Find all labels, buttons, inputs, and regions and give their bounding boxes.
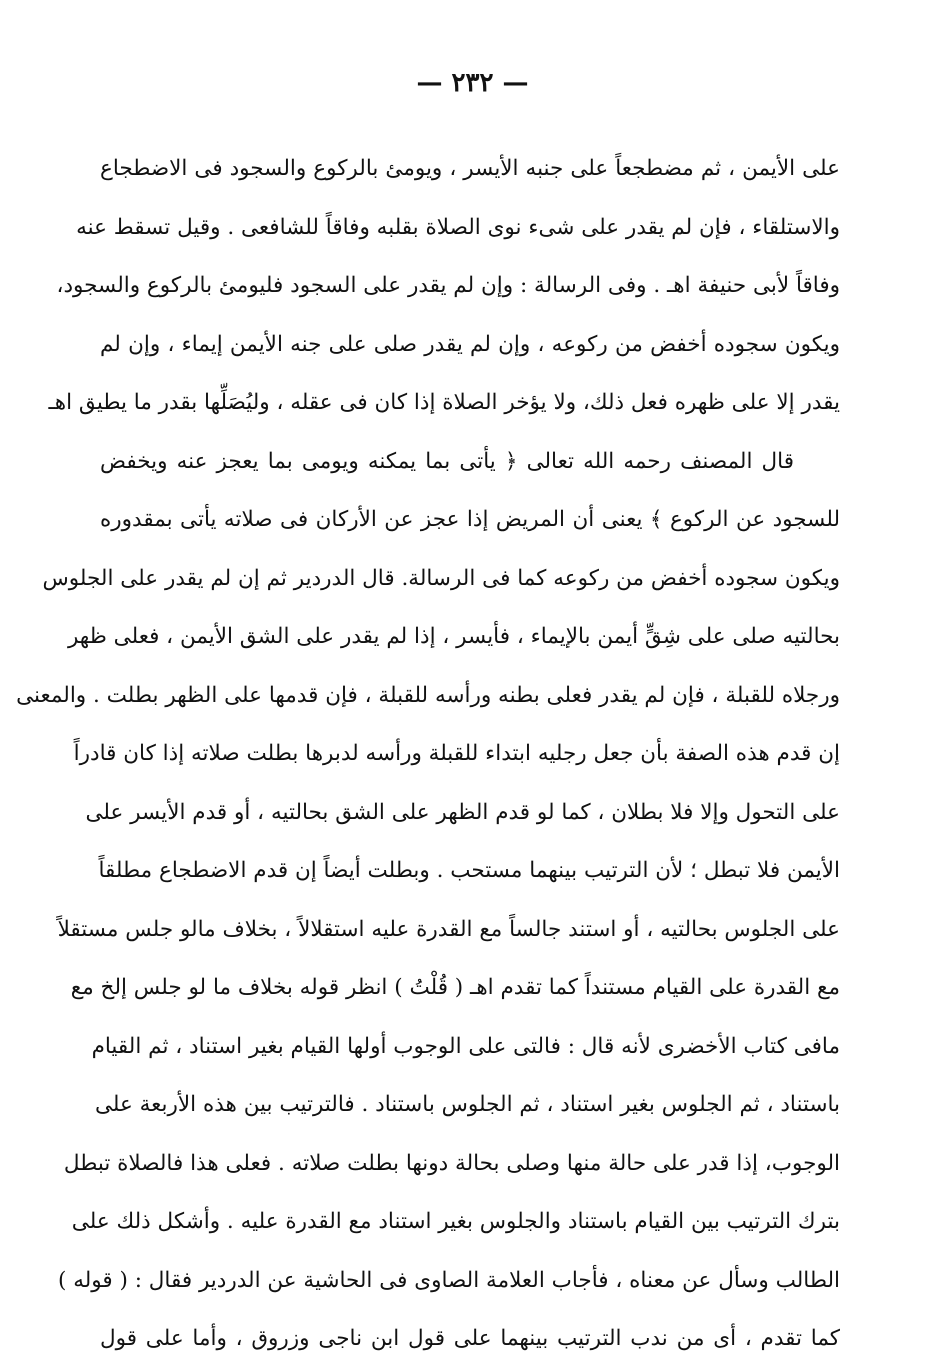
text-line: الأيمن فلا تبطل ؛ لأن الترتيب بينهما مستحب . وبطلت أيضاً إن قدم الاضطجاع مطلقاً — [98, 858, 840, 883]
text-line: على الجلوس بحالتيه ، أو استند جالساً مع القدرة عليه استقلالاً ، بخلاف مالو جلس مستقلاً — [57, 916, 840, 942]
text-line: للسجود عن الركوع ﴾ يعنى أن المريض إذا عجز عن الأركان فى صلاته يأتى بمقدوره — [100, 507, 840, 532]
text-line: بحالتيه صلى على شِقٍّ أيمن بالإيماء ، فأيسر ، إذا لم يقدر على الشق الأيمن ، فعلى ظهر — [67, 624, 840, 649]
text-line: باستناد ، ثم الجلوس بغير استناد ، ثم الجلوس باستناد . فالترتيب بين هذه الأربعة على — [94, 1092, 840, 1117]
text-line: ويكون سجوده أخفض من ركوعه كما فى الرسالة. قال الدردير ثم إن لم يقدر على الجلوس — [42, 565, 840, 591]
text-line: مافى كتاب الأخضرى لأنه قال : فالتى على الوجوب أولها القيام بغير استناد ، ثم القيام — [91, 1033, 840, 1059]
text-line: يقدر إلا على ظهره فعل ذلك، ولا يؤخر الصلاة إذا كان فى عقله ، وليُصَلِّها بقدر ما يطيق اهـ — [48, 390, 840, 415]
text-line: على الأيمن ، ثم مضطجعاً على جنبه الأيسر ، ويومئ بالركوع والسجود فى الاضطجاع — [100, 156, 840, 181]
text-line: كما تقدم ، أى من ندب الترتيب بينهما على قول ابن ناجى وزروق ، وأما على قول — [100, 1326, 840, 1351]
text-line: والاستلقاء ، فإن لم يقدر على شىء نوى الصلاة بقلبه وفاقاً للشافعى . وقيل تسقط عنه — [76, 214, 840, 240]
page-number: — ٢٣٢ — — [416, 68, 529, 98]
text-line: ورجلاه للقبلة ، فإن لم يقدر فعلى بطنه ورأسه للقبلة ، فإن قدمها على الظهر بطلت . والمعنى — [16, 682, 840, 708]
text-line: إن قدم هذه الصفة بأن جعل رجليه ابتداء للقبلة ورأسه لدبرها بطلت صلاته إذا كان قادراً — [73, 741, 840, 766]
text-line: بترك الترتيب بين القيام باستناد والجلوس بغير استناد مع القدرة عليه . وأشكل ذلك على — [71, 1209, 840, 1234]
text-line: ويكون سجوده أخفض من ركوعه ، وإن لم يقدر صلى على جنه الأيمن إيماء ، وإن لم — [100, 331, 840, 357]
text-line: الطالب وسأل عن معناه ، فأجاب العلامة الصاوى فى الحاشية عن الدردير فقال : ( قوله ) — [57, 1267, 840, 1293]
text-line: قال المصنف رحمه الله تعالى ﴿ يأتى بما يمكنه ويومى بما يعجز عنه ويخفض — [100, 448, 794, 474]
text-line: وفاقاً لأبى حنيفة اهـ . وفى الرسالة : وإن لم يقدر على السجود فليومئ بالركوع والسجود، — [56, 273, 840, 298]
text-line: الوجوب، إذا قدر على حالة منها وصلى بحالة دونها بطلت صلاته . فعلى هذا فالصلاة تبطل — [63, 1150, 840, 1176]
text-line: مع القدرة على القيام مستنداً كما تقدم اهـ ( قُلْتُ ) انظر قوله بخلاف ما لو جلس إلخ مع — [70, 975, 840, 1000]
text-line: على التحول وإلا فلا بطلان ، كما لو قدم الظهر على الشق بحالتيه ، أو قدم الأيسر على — [85, 799, 840, 825]
body-text — [16, 140, 840, 1369]
